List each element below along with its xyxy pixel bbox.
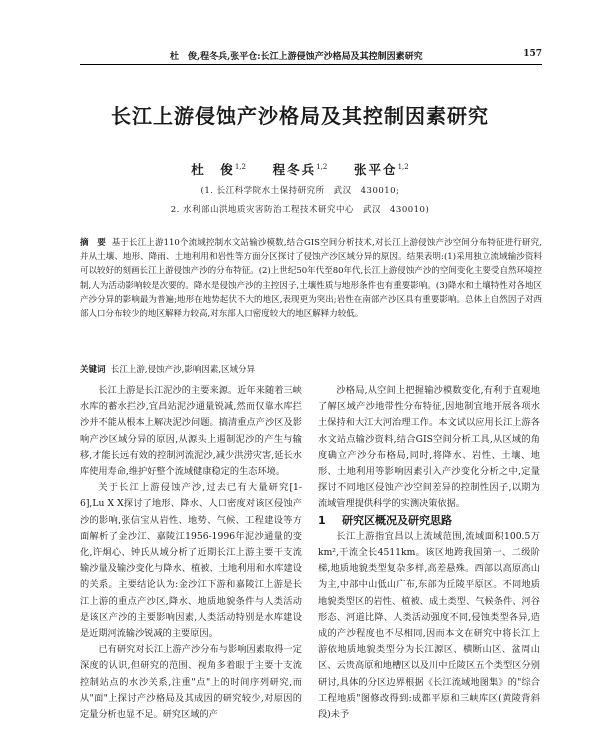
keywords-label: 关键词 <box>80 365 106 375</box>
header-rule <box>80 64 542 65</box>
author-list <box>0 160 600 178</box>
body-paragraph: 关于长江上游侵蚀产沙,过去已有大量研究[1-6],Lu X X探讨了地形、降水、人口密度对该区侵蚀产沙的影响,张信宝从岩性、地势、气候、工程建设等方面解析了金沙江、嘉陵江1956-1996年泥沙通量的变化,许炯心、钟氏从域分析了近期长江上游主要干支流输沙量及输沙变化与降水、植被、土地利用和水库建设的关系。主要结论认为:金沙江下游和嘉陵江上游是长江上游的重点产沙区,降水、地质地貌条件与人类活动是该区产沙的主要影响因素,人类活动特别是水库建设是近期河流输沙锐减的主要原因。 <box>80 482 302 640</box>
paper-title: 长江上游侵蚀产沙格局及其控制因素研究 <box>111 104 489 128</box>
author-name: 张平仓 <box>354 162 398 177</box>
affiliation: 2. 水利部山洪地质灾害防治工程技术研究中心 武汉 430010) <box>170 205 430 215</box>
section-heading <box>318 513 540 529</box>
author-name: 杜 俊 <box>191 162 235 177</box>
abstract-text: 基于长江上游110个流域控制水文站输沙模数,结合GIS空间分析技术,对长江上游侵蚀产沙空间分布特征进行研究,并从土壤、地形、降雨、土地利用和岩性等方面分区探讨了侵蚀产沙区域分异的原因。结果表明:(1)采用独立流域输沙资料可以较好的刻画长江上游侵蚀产沙的分布特征。(2)上世纪50年代至80年代,长江上游侵蚀产沙的空间变化主要受自然环境控制,人为活动影响较是次要的。降水是侵蚀产沙的主控因子,土壤性质与地形条件也有重要影响。(3)降水和土壤特性对各地区产沙分异的影响最为普遍;地形在地势起伏不大的地区,表现更为突出;岩性在南部产沙区具有重要影响。总体上自然因子对西部人口分布较少的地区解释力较高,对东部人口密度较大的地区解释力较低。 <box>80 238 542 320</box>
body-paragraph: 沙格局,从空间上把握输沙模数变化,有利于直观地了解区域产沙地带性分布特征,因地制宜地开展各项水土保持和大江大河治理工作。本文试以应用长江上游各水文站点输沙资料,结合GIS空间分析工具,从区域的角度确立产沙分布格局,同时,将降水、岩性、土壤、地形、土地利用等影响因素引入产沙变化分析之中,定量探讨不同地区侵蚀产沙空间差异的控制性因子,以期为流域管理提供科学的实测决策依据。 <box>318 385 540 510</box>
section-title: 研究区概况及研究思路 <box>342 513 452 527</box>
author-name: 程冬兵 <box>272 162 317 177</box>
body-column-left <box>80 383 302 723</box>
affiliation: (1. 长江科学院水土保持研究所 武汉 430010; <box>200 186 400 196</box>
section-number: 1 <box>318 513 326 527</box>
body-paragraph: 已有研究对长江上游产沙分布与影响因素取得一定深度的认识,但研究的范围、视角多着眼于主要十支流控制站点的水沙关系,注重"点"上的时间序列研究,而从"面"上探讨产沙格局及其成因的研究较少,对原因的定量分析也显不足。研究区域的产 <box>80 644 302 721</box>
body-column-right <box>318 383 540 723</box>
running-header-authors: 杜 俊,程冬兵,张平仓:长江上游侵蚀产沙格局及其控制因素研究 <box>170 52 423 62</box>
page-number: 157 <box>523 49 542 59</box>
author-affiliation-mark: 1,2 <box>397 162 409 171</box>
running-header <box>80 49 542 63</box>
abstract <box>80 236 542 321</box>
abstract-label: 摘 要 <box>80 238 106 248</box>
keywords-text: 长江上游,侵蚀产沙,影响因素,区域分异 <box>110 365 256 375</box>
body-paragraph: 长江上游指宜昌以上流域范围,流域面积100.5万km²,干流全长4511km。该区地跨我国第一、二级阶梯,地质地貌类型复杂多样,高差悬殊。西部以高原高山为主,中部中山低山广布,东部为丘陵平原区。不同地质地貌类型区的岩性、植被、成土类型、气候条件、河谷形态、河道比降、人类活动强度不同,侵蚀类型各异,造成的产沙程度也不尽相同,因而本文在研究中将长江上游依地质地貌类型分为长江源区、横断山区、盆周山区、云贵高原和地槽区以及川中丘陵区五个类型区分别研讨,具体的分区边界根据《长江流域地图集》的"综合工程地质"图修改得到:成都平原和三峡库区(黄陵背斜段)未予 <box>318 530 540 721</box>
keywords <box>80 363 542 377</box>
body-paragraph: 长江上游是长江泥沙的主要来源。近年来随着三峡水库的蓄水拦沙,宜昌站泥沙通量锐减,然而仅靠水库拦沙并不能从根本上解决泥沙问题。搞清重点产沙区及影响产沙区域分异的原因,从源头上遏制泥沙的产生与输移,才能长远有效的控制河流泥沙,减少洪涝灾害,延长水库使用寿命,维护好整个流域健康稳定的生态环境。 <box>80 385 302 478</box>
author-affiliation-mark: 1,2 <box>234 162 246 171</box>
author-affiliation-mark: 1,2 <box>316 162 328 171</box>
